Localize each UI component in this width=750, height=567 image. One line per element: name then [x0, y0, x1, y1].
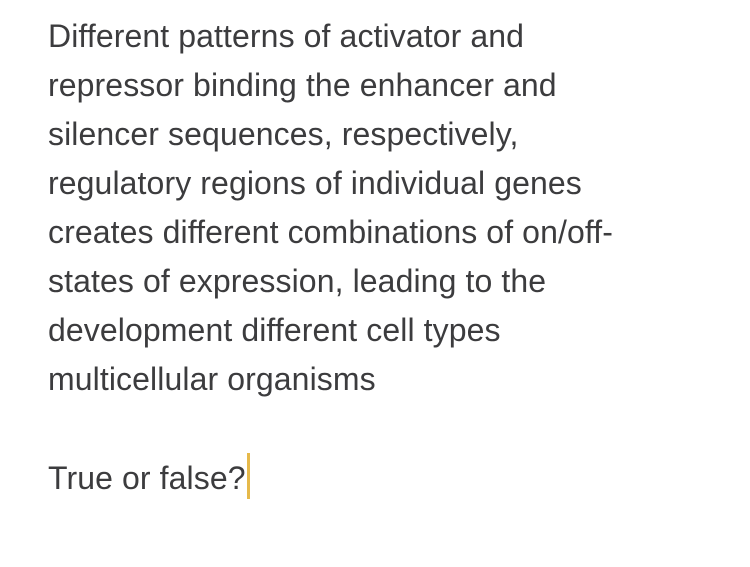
- question-line: [48, 453, 728, 503]
- note-line: regulatory regions of individual genes: [48, 165, 582, 201]
- note-line: Different patterns of activator and: [48, 18, 525, 54]
- note-line: development different cell types: [48, 312, 501, 348]
- note-line: creates different combinations of on/off-: [48, 214, 614, 250]
- note-line: silencer sequences, respectively,: [48, 116, 519, 152]
- blank-line: [48, 404, 728, 453]
- text-cursor: [247, 453, 250, 499]
- note-text-area[interactable]: [48, 12, 728, 503]
- note-line: multicellular organisms: [48, 361, 376, 397]
- note-line: repressor binding the enhancer and: [48, 67, 557, 103]
- question-text: True or false?: [48, 460, 246, 496]
- note-line: states of expression, leading to the: [48, 263, 547, 299]
